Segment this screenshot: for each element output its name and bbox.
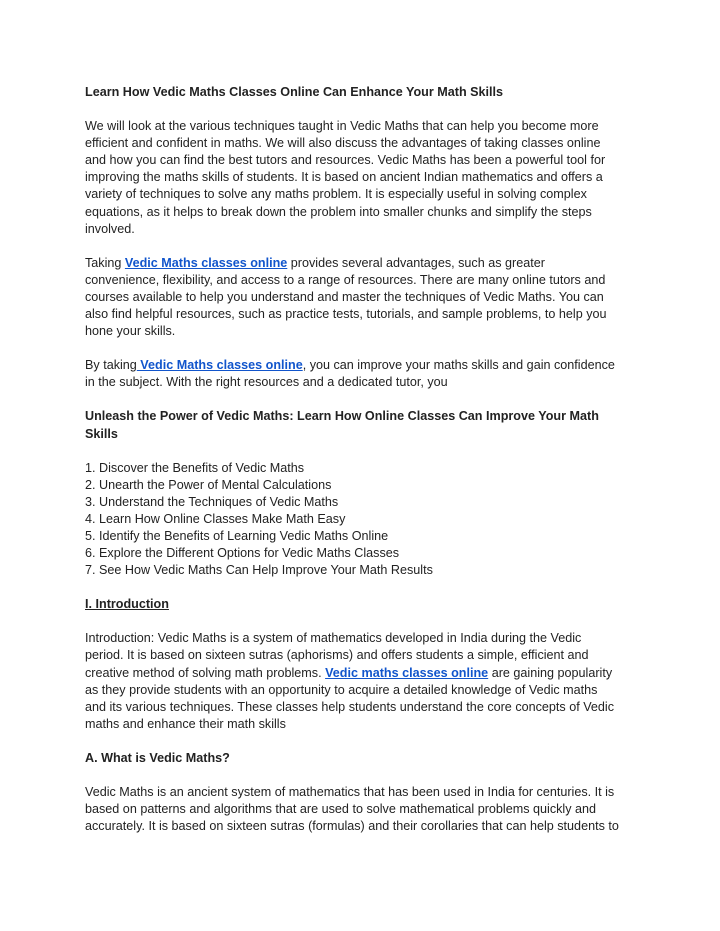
section-heading xyxy=(85,408,645,442)
topic-list xyxy=(85,460,645,580)
list-item: 3. Understand the Techniques of Vedic Maths xyxy=(85,494,339,509)
text-line: courses available to help you understand and master the techniques of Vedic Maths. You can xyxy=(85,289,604,304)
list-item: 5. Identify the Benefits of Learning Vedic Maths Online xyxy=(85,528,389,543)
text-line: efficient and confident in maths. We will also discuss the advantages of taking classes online xyxy=(85,136,601,151)
text-line: as they provide students with an opportunity to acquire a detailed knowledge of Vedic maths xyxy=(85,682,598,697)
text-line: in the subject. With the right resources and a dedicated tutor, you xyxy=(85,375,448,390)
text-line: improving the maths skills of students. It is based on ancient Indian mathematics and offers a xyxy=(85,170,603,185)
text-line: based on patterns and algorithms that are used to solve mathematical problems quickly and xyxy=(85,802,597,817)
text-fragment: Taking xyxy=(85,255,125,270)
text-line: involved. xyxy=(85,221,135,236)
text-line: accurately. It is based on sixteen sutras (formulas) and their corollaries that can help students to xyxy=(85,819,619,834)
paragraph-overview xyxy=(85,118,645,238)
document-title: Learn How Vedic Maths Classes Online Can Enhance Your Math Skills xyxy=(85,85,504,99)
text-line: variety of techniques to solve any maths problem. It is especially useful in solving complex xyxy=(85,187,587,202)
text-fragment: , you can improve your maths skills and gain confidence xyxy=(302,358,615,373)
paragraph-what-is-vedic-maths xyxy=(85,784,645,835)
heading-line: Skills xyxy=(85,426,118,441)
text-line: period. It is based on sixteen sutras (aphorisms) and offers students a simple, efficient and xyxy=(85,648,589,663)
text-line: and how you can find the best tutors and resources. Vedic Maths has been a powerful tool for xyxy=(85,153,606,168)
text-fragment: creative method of solving math problems. xyxy=(85,665,326,680)
text-line: and its various techniques. These classes help students understand the core concepts of Vedic xyxy=(85,699,615,714)
paragraph-introduction xyxy=(85,630,645,733)
vedic-maths-classes-link[interactable]: Vedic maths classes online xyxy=(325,665,489,680)
list-item: 7. See How Vedic Maths Can Help Improve Your Math Results xyxy=(85,563,433,578)
what-is-vedic-maths-heading: A. What is Vedic Maths? xyxy=(85,750,230,765)
list-item: 2. Unearth the Power of Mental Calculations xyxy=(85,477,332,492)
vedic-maths-classes-link[interactable]: Vedic Maths classes online xyxy=(124,255,288,270)
text-line: maths and enhance their math skills xyxy=(85,716,286,731)
text-line: equations, as it helps to break down the problem into smaller chunks and simplify the steps xyxy=(85,204,592,219)
document-body xyxy=(85,84,645,852)
paragraph-advantages xyxy=(85,255,645,340)
vedic-maths-classes-link[interactable]: Vedic Maths classes online xyxy=(136,358,303,373)
heading-line: Unleash the Power of Vedic Maths: Learn How Online Classes Can Improve Your Math xyxy=(85,409,599,424)
text-line: We will look at the various techniques taught in Vedic Maths that can help you become more xyxy=(85,119,599,134)
list-item: 6. Explore the Different Options for Vedic Maths Classes xyxy=(85,546,400,561)
list-item: 1. Discover the Benefits of Vedic Maths xyxy=(85,460,305,475)
paragraph-confidence xyxy=(85,357,645,391)
text-fragment: provides several advantages, such as greater xyxy=(287,255,545,270)
text-line: hone your skills. xyxy=(85,324,176,339)
text-fragment: By taking xyxy=(85,358,137,373)
text-fragment: are gaining popularity xyxy=(488,665,613,680)
text-line: also find helpful resources, such as practice tests, tutorials, and sample problems, to help you xyxy=(85,307,607,322)
text-line: convenience, flexibility, and access to a range of resources. There are many online tutors and xyxy=(85,272,606,287)
list-item: 4. Learn How Online Classes Make Math Easy xyxy=(85,511,346,526)
text-line: Vedic Maths is an ancient system of mathematics that has been used in India for centuries. It is xyxy=(85,785,615,799)
text-line: Introduction: Vedic Maths is a system of mathematics developed in India during the Vedic xyxy=(85,631,582,646)
introduction-heading: I. Introduction xyxy=(85,597,169,612)
